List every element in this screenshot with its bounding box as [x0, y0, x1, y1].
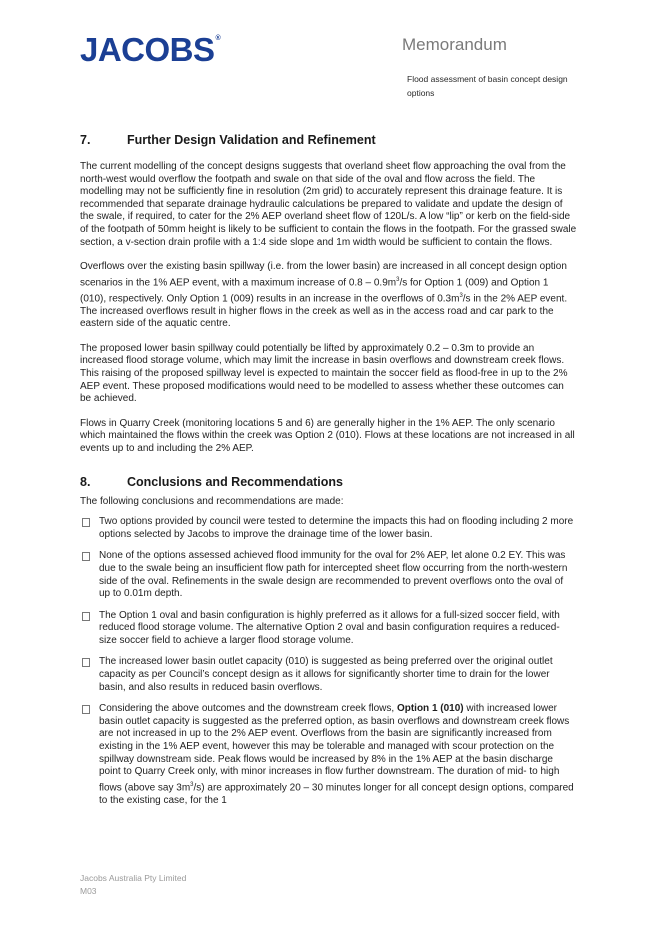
section-title: Conclusions and Recommendations: [127, 474, 344, 489]
checkbox-bullet-icon: [80, 550, 99, 600]
section-7-heading: [80, 132, 577, 148]
section-7-paragraph-2: Overflows over the existing basin spillway (i.e. from the lower basin) are increased in all concept design option scenarios in the 1% AEP event, with a maximum increase of $0.8 - 0.9m^3/s$ for Option 1 (009) and Option 1 (010), respectively. Only Option 1 (009) results in an increase in the overflows of $0.3m^3/s$ in the 2% AEP event. The increased overflows result in higher flows in the creek as well as in the access road and car park to the eastern side of the aquatic centre.: [80, 261, 568, 330]
section-title: Further Design Validation and Refinement: [127, 133, 376, 147]
list-item: Two options provided by council were tested to determine the impacts this had on flooding including 2 more options selected by Jacobs to improve the drainage time of the lower basin.: [80, 516, 577, 541]
section-number: 8.: [80, 474, 91, 489]
section-number: 7.: [80, 133, 91, 147]
section-7-paragraph-3: The proposed lower basin spillway could potentially be lifted by approximately 0.2 – 0.3m to provide an increased flood storage volume, which may limit the increase in basin overflows and downstream creek flows. This raising of the proposed spillway level is expected to maintain the soccer field as flood-free in up to the 2% AEP event. These proposed modifications would need to be modelled to assess whether these outcomes can be achieved.: [80, 342, 568, 405]
list-item: None of the options assessed achieved flood immunity for the oval for 2% AEP, let alone 0.2 EY. This was due to the swale being an insufficient flow path for intercepted sheet flow occurring from the north-western side of the oval. Refinements in the swale design are recommended to prevent overflows onto the oval of up to 0.01m depth.: [80, 550, 577, 600]
checkbox-bullet-icon: [80, 656, 99, 694]
list-item: The Option 1 oval and basin configuration is highly preferred as it allows for a full-sized soccer field, with reduced flood storage volume. The alternative Option 2 oval and basin configuration requires a reduced-size soccer field to achieve a larger flood storage volume.: [80, 610, 577, 648]
document-type: Memorandum: [402, 35, 507, 54]
footer-company: Jacobs Australia Pty Limited: [80, 873, 187, 883]
section-7-paragraph-4: Flows in Quarry Creek (monitoring locations 5 and 6) are generally higher in the 1% AEP. The only scenario which maintained the flows within the creek was Option 2 (010). Flows at these locations are not increased in all events up to and including the 2% AEP.: [80, 417, 575, 454]
checkbox-bullet-icon: [80, 610, 99, 648]
section-8-heading: [80, 474, 577, 490]
memo-body: [80, 132, 577, 816]
memo-subject: Flood assessment of basin concept design options: [407, 74, 568, 98]
checkbox-bullet-icon: [80, 516, 99, 541]
conclusions-list: [80, 516, 577, 807]
list-item: The increased lower basin outlet capacity (010) is suggested as being preferred over the original outlet capacity as per Council’s concept design as it allows for significantly shorter time to drain for the lower basin, and also results in reduced basin overflows.: [80, 656, 577, 694]
list-item: Considering the above outcomes and the downstream creek flows, Option 1 (010) with increased lower basin outlet capacity is suggested as the preferred option, as basin overflows and downstream creek flows are not increased in up to the 2% AEP event. Overflows from the basin are significantly increased from existing in the 1% AEP event, however this may be tolerable and managed with scour protection on the spillway downstream side. Peak flows would be increased by 8% in the 1% AEP at the basin discharge point to Quarry Creek only, with minor increases in flow further downstream. The duration of mid- to high flows (above say $3m^3/s$) are approximately 20 – 30 minutes longer for all concept design options, compared to the existing case, for the 1: [80, 703, 577, 807]
page-footer: [80, 872, 186, 898]
footer-code: M03: [80, 886, 97, 896]
jacobs-logo: JACOBS®: [80, 31, 221, 68]
checkbox-bullet-icon: [80, 703, 99, 807]
section-8-intro: The following conclusions and recommendations are made:: [80, 495, 344, 507]
section-7-paragraph-1: The current modelling of the concept designs suggests that overland sheet flow approaching the oval from the north-west would overflow the footpath and swale on that side of the oval and flow across the field. The modelling may not be sufficiently fine in resolution (2m grid) to accurately represent this drainage feature. It is recommended that separate drainage hydraulic calculations be prepared to validate and update the design of the swale, if required, to cater for the 2% AEP overland sheet flow of 120L/s. A low “lip” or kerb on the field-side of the footpath of 50mm height is likely to be sufficient to contain the flows in the footpath. For the grassed swale section, a v-section drain profile with a 1:4 side slope and 1m width would be sufficient to contain the flows.: [80, 161, 577, 248]
